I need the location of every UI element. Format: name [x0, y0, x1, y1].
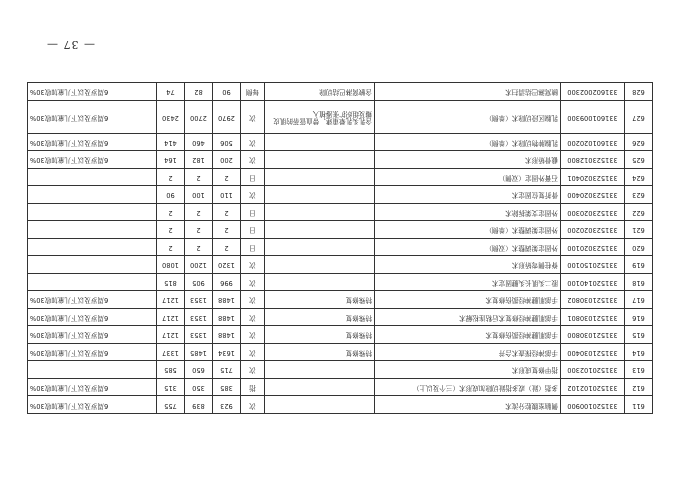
- price-level-3: 815: [157, 273, 185, 291]
- item-note: 含腋窝淋巴结切除: [265, 83, 375, 101]
- item-code: 331523020300: [561, 203, 625, 221]
- remark: 6周岁及以下儿童加收30%: [28, 308, 157, 326]
- price-level-3: 1337: [157, 343, 185, 361]
- price-table: [28, 82, 653, 414]
- remark: 6周岁及以下儿童加收30%: [28, 378, 157, 396]
- item-code: 331523020200: [561, 221, 625, 239]
- unit: 日: [241, 238, 265, 256]
- item-code: 331521030802: [561, 291, 625, 309]
- price-level-1: 1488: [213, 291, 241, 309]
- remark: 6周岁及以下儿童加收30%: [28, 100, 157, 133]
- price-level-2: 2: [185, 168, 213, 186]
- item-name: 股二头肌长头腱固定术: [375, 273, 561, 291]
- price-level-3: 164: [157, 151, 185, 169]
- price-level-2: 1353: [185, 326, 213, 344]
- price-level-2: 1200: [185, 256, 213, 274]
- row-number: 625: [625, 151, 653, 169]
- price-level-1: 923: [213, 396, 241, 414]
- price-level-2: 839: [185, 396, 213, 414]
- item-note: [265, 238, 375, 256]
- price-level-1: 1634: [213, 343, 241, 361]
- item-name: 截骨矫形术: [375, 151, 561, 169]
- remark: 6周岁及以下儿童加收30%: [28, 291, 157, 309]
- table-row: [28, 396, 653, 414]
- remark: [28, 221, 157, 239]
- price-level-1: 1488: [213, 308, 241, 326]
- price-level-3: 315: [157, 378, 185, 396]
- price-level-3: 2: [157, 221, 185, 239]
- price-level-2: 905: [185, 273, 213, 291]
- item-code: 331523020100: [561, 238, 625, 256]
- item-note: [265, 221, 375, 239]
- table-row: [28, 186, 653, 204]
- table-row: [28, 343, 653, 361]
- item-note: [265, 186, 375, 204]
- unit: 次: [241, 151, 265, 169]
- price-level-1: 506: [213, 133, 241, 151]
- item-note: [265, 256, 375, 274]
- item-note: 特殊修复: [265, 308, 375, 326]
- unit: 次: [241, 291, 265, 309]
- unit: 次: [241, 343, 265, 361]
- remark: 6周岁及以下儿童加收30%: [28, 396, 157, 414]
- item-name: 腋窝淋巴结清扫术: [375, 83, 561, 101]
- unit: 次: [241, 273, 265, 291]
- price-level-3: 414: [157, 133, 185, 151]
- price-level-1: 2: [213, 238, 241, 256]
- price-level-2: 350: [185, 378, 213, 396]
- table-row: [28, 151, 653, 169]
- item-note: [265, 133, 375, 151]
- table-row: [28, 100, 653, 133]
- item-note: [265, 273, 375, 291]
- price-level-1: 2: [213, 203, 241, 221]
- price-level-3: 1217: [157, 308, 185, 326]
- price-level-3: 755: [157, 396, 185, 414]
- item-code: 331601020200: [561, 133, 625, 151]
- remark: [28, 203, 157, 221]
- price-level-3: 74: [157, 83, 185, 101]
- item-name: 指甲修复成形术: [375, 361, 561, 379]
- remark: [28, 168, 157, 186]
- price-level-2: 82: [185, 83, 213, 101]
- item-note: [265, 361, 375, 379]
- item-code: 331523012800: [561, 151, 625, 169]
- table-row: [28, 221, 653, 239]
- row-number: 617: [625, 291, 653, 309]
- item-note: 特殊修复: [265, 291, 375, 309]
- price-level-3: 585: [157, 361, 185, 379]
- table-row: [28, 133, 653, 151]
- remark: 6周岁及以下儿童加收30%: [28, 151, 157, 169]
- table-row: [28, 168, 653, 186]
- row-number: 620: [625, 238, 653, 256]
- item-note: [265, 168, 375, 186]
- price-level-3: 2430: [157, 100, 185, 133]
- row-number: 614: [625, 343, 653, 361]
- table-row: [28, 326, 653, 344]
- item-name: 乳腺区段切除术（单侧）: [375, 100, 561, 133]
- price-level-2: 2700: [185, 100, 213, 133]
- item-name: 外固定架调整术（单侧）: [375, 221, 561, 239]
- price-level-1: 1488: [213, 326, 241, 344]
- item-name: 骨折复位固定术: [375, 186, 561, 204]
- item-note: [265, 203, 375, 221]
- item-name: 手部肌腱神经损伤修复术: [375, 326, 561, 344]
- unit: 指: [241, 378, 265, 396]
- table-row: [28, 273, 653, 291]
- item-note: 含乳头乳晕重建、带血管蒂的肌皮瓣及组织扩张器植入: [265, 100, 375, 133]
- table-row: [28, 361, 653, 379]
- item-code: 331520102102: [561, 378, 625, 396]
- price-level-2: 2: [185, 221, 213, 239]
- unit: 次: [241, 361, 265, 379]
- price-level-1: 2: [213, 168, 241, 186]
- price-level-1: 996: [213, 273, 241, 291]
- table-row: [28, 256, 653, 274]
- price-level-1: 90: [213, 83, 241, 101]
- row-number: 621: [625, 221, 653, 239]
- item-code: 331523020400: [561, 186, 625, 204]
- item-note: [265, 378, 375, 396]
- unit: 每侧: [241, 83, 265, 101]
- item-code: 331521030801: [561, 308, 625, 326]
- item-name: 外固定架调整术（双侧）: [375, 238, 561, 256]
- price-level-2: 100: [185, 186, 213, 204]
- price-level-2: 2: [185, 203, 213, 221]
- unit: 次: [241, 396, 265, 414]
- price-level-2: 1353: [185, 291, 213, 309]
- unit: 次: [241, 256, 265, 274]
- price-level-1: 1320: [213, 256, 241, 274]
- price-level-1: 110: [213, 186, 241, 204]
- table-row: [28, 203, 653, 221]
- price-level-2: 1353: [185, 308, 213, 326]
- table-row: [28, 291, 653, 309]
- unit: 次: [241, 308, 265, 326]
- row-number: 612: [625, 378, 653, 396]
- row-number: 624: [625, 168, 653, 186]
- price-level-3: 90: [157, 186, 185, 204]
- remark: 6周岁及以下儿童加收30%: [28, 133, 157, 151]
- price-level-2: 460: [185, 133, 213, 151]
- item-code: 331602002300: [561, 83, 625, 101]
- unit: 次: [241, 100, 265, 133]
- price-level-2: 182: [185, 151, 213, 169]
- page-number: — 37 —: [46, 38, 95, 51]
- item-note: 特殊修复: [265, 326, 375, 344]
- item-note: 特殊修复: [265, 343, 375, 361]
- row-number: 616: [625, 308, 653, 326]
- table-row: [28, 83, 653, 101]
- remark: 6周岁及以下儿童加收30%: [28, 326, 157, 344]
- row-number: 626: [625, 133, 653, 151]
- price-level-1: 385: [213, 378, 241, 396]
- price-level-1: 2: [213, 221, 241, 239]
- item-name: 外固定支架拆除术: [375, 203, 561, 221]
- unit: 日: [241, 168, 265, 186]
- remark: [28, 238, 157, 256]
- table-row: [28, 238, 653, 256]
- price-level-3: 1080: [157, 256, 185, 274]
- item-code: 331520150100: [561, 256, 625, 274]
- price-level-2: 650: [185, 361, 213, 379]
- price-level-3: 2: [157, 238, 185, 256]
- item-name: 乳腺肿物切除术（单侧）: [375, 133, 561, 151]
- price-level-2: 2: [185, 238, 213, 256]
- row-number: 627: [625, 100, 653, 133]
- row-number: 628: [625, 83, 653, 101]
- remark: 6周岁及以下儿童加收30%: [28, 83, 157, 101]
- item-note: [265, 396, 375, 414]
- item-code: 331520102300: [561, 361, 625, 379]
- item-name: 脊柱侧弯矫形术: [375, 256, 561, 274]
- unit: 次: [241, 326, 265, 344]
- table-row: [28, 378, 653, 396]
- row-number: 618: [625, 273, 653, 291]
- item-name: 手部神经探查术合并: [375, 343, 561, 361]
- row-number: 615: [625, 326, 653, 344]
- remark: [28, 361, 157, 379]
- unit: 次: [241, 186, 265, 204]
- row-number: 611: [625, 396, 653, 414]
- price-level-2: 1485: [185, 343, 213, 361]
- item-name: 侧脑室腹腔分流术: [375, 396, 561, 414]
- item-code: 331521030400: [561, 343, 625, 361]
- unit: 日: [241, 221, 265, 239]
- price-level-1: 200: [213, 151, 241, 169]
- row-number: 613: [625, 361, 653, 379]
- remark: [28, 273, 157, 291]
- price-level-1: 2970: [213, 100, 241, 133]
- item-code: 331601009300: [561, 100, 625, 133]
- item-name: 手部肌腱神经修复术后粘连松解术: [375, 308, 561, 326]
- price-level-3: 2: [157, 203, 185, 221]
- remark: 6周岁及以下儿童加收30%: [28, 343, 157, 361]
- remark: [28, 256, 157, 274]
- row-number: 622: [625, 203, 653, 221]
- unit: 次: [241, 133, 265, 151]
- unit: 日: [241, 203, 265, 221]
- item-code: 331521030800: [561, 326, 625, 344]
- price-level-1: 715: [213, 361, 241, 379]
- item-code: 331523020401: [561, 168, 625, 186]
- item-note: [265, 151, 375, 169]
- item-code: 331520100900: [561, 396, 625, 414]
- table-row: [28, 308, 653, 326]
- remark: [28, 186, 157, 204]
- item-code: 331520140100: [561, 273, 625, 291]
- price-level-3: 2: [157, 168, 185, 186]
- price-level-3: 1217: [157, 326, 185, 344]
- item-name: 多指（趾）或多指趾切除加成形术（三个及以上）: [375, 378, 561, 396]
- price-level-3: 1217: [157, 291, 185, 309]
- row-number: 623: [625, 186, 653, 204]
- row-number: 619: [625, 256, 653, 274]
- item-name: 石膏外固定（双侧）: [375, 168, 561, 186]
- item-name: 手部肌腱神经损伤修复术: [375, 291, 561, 309]
